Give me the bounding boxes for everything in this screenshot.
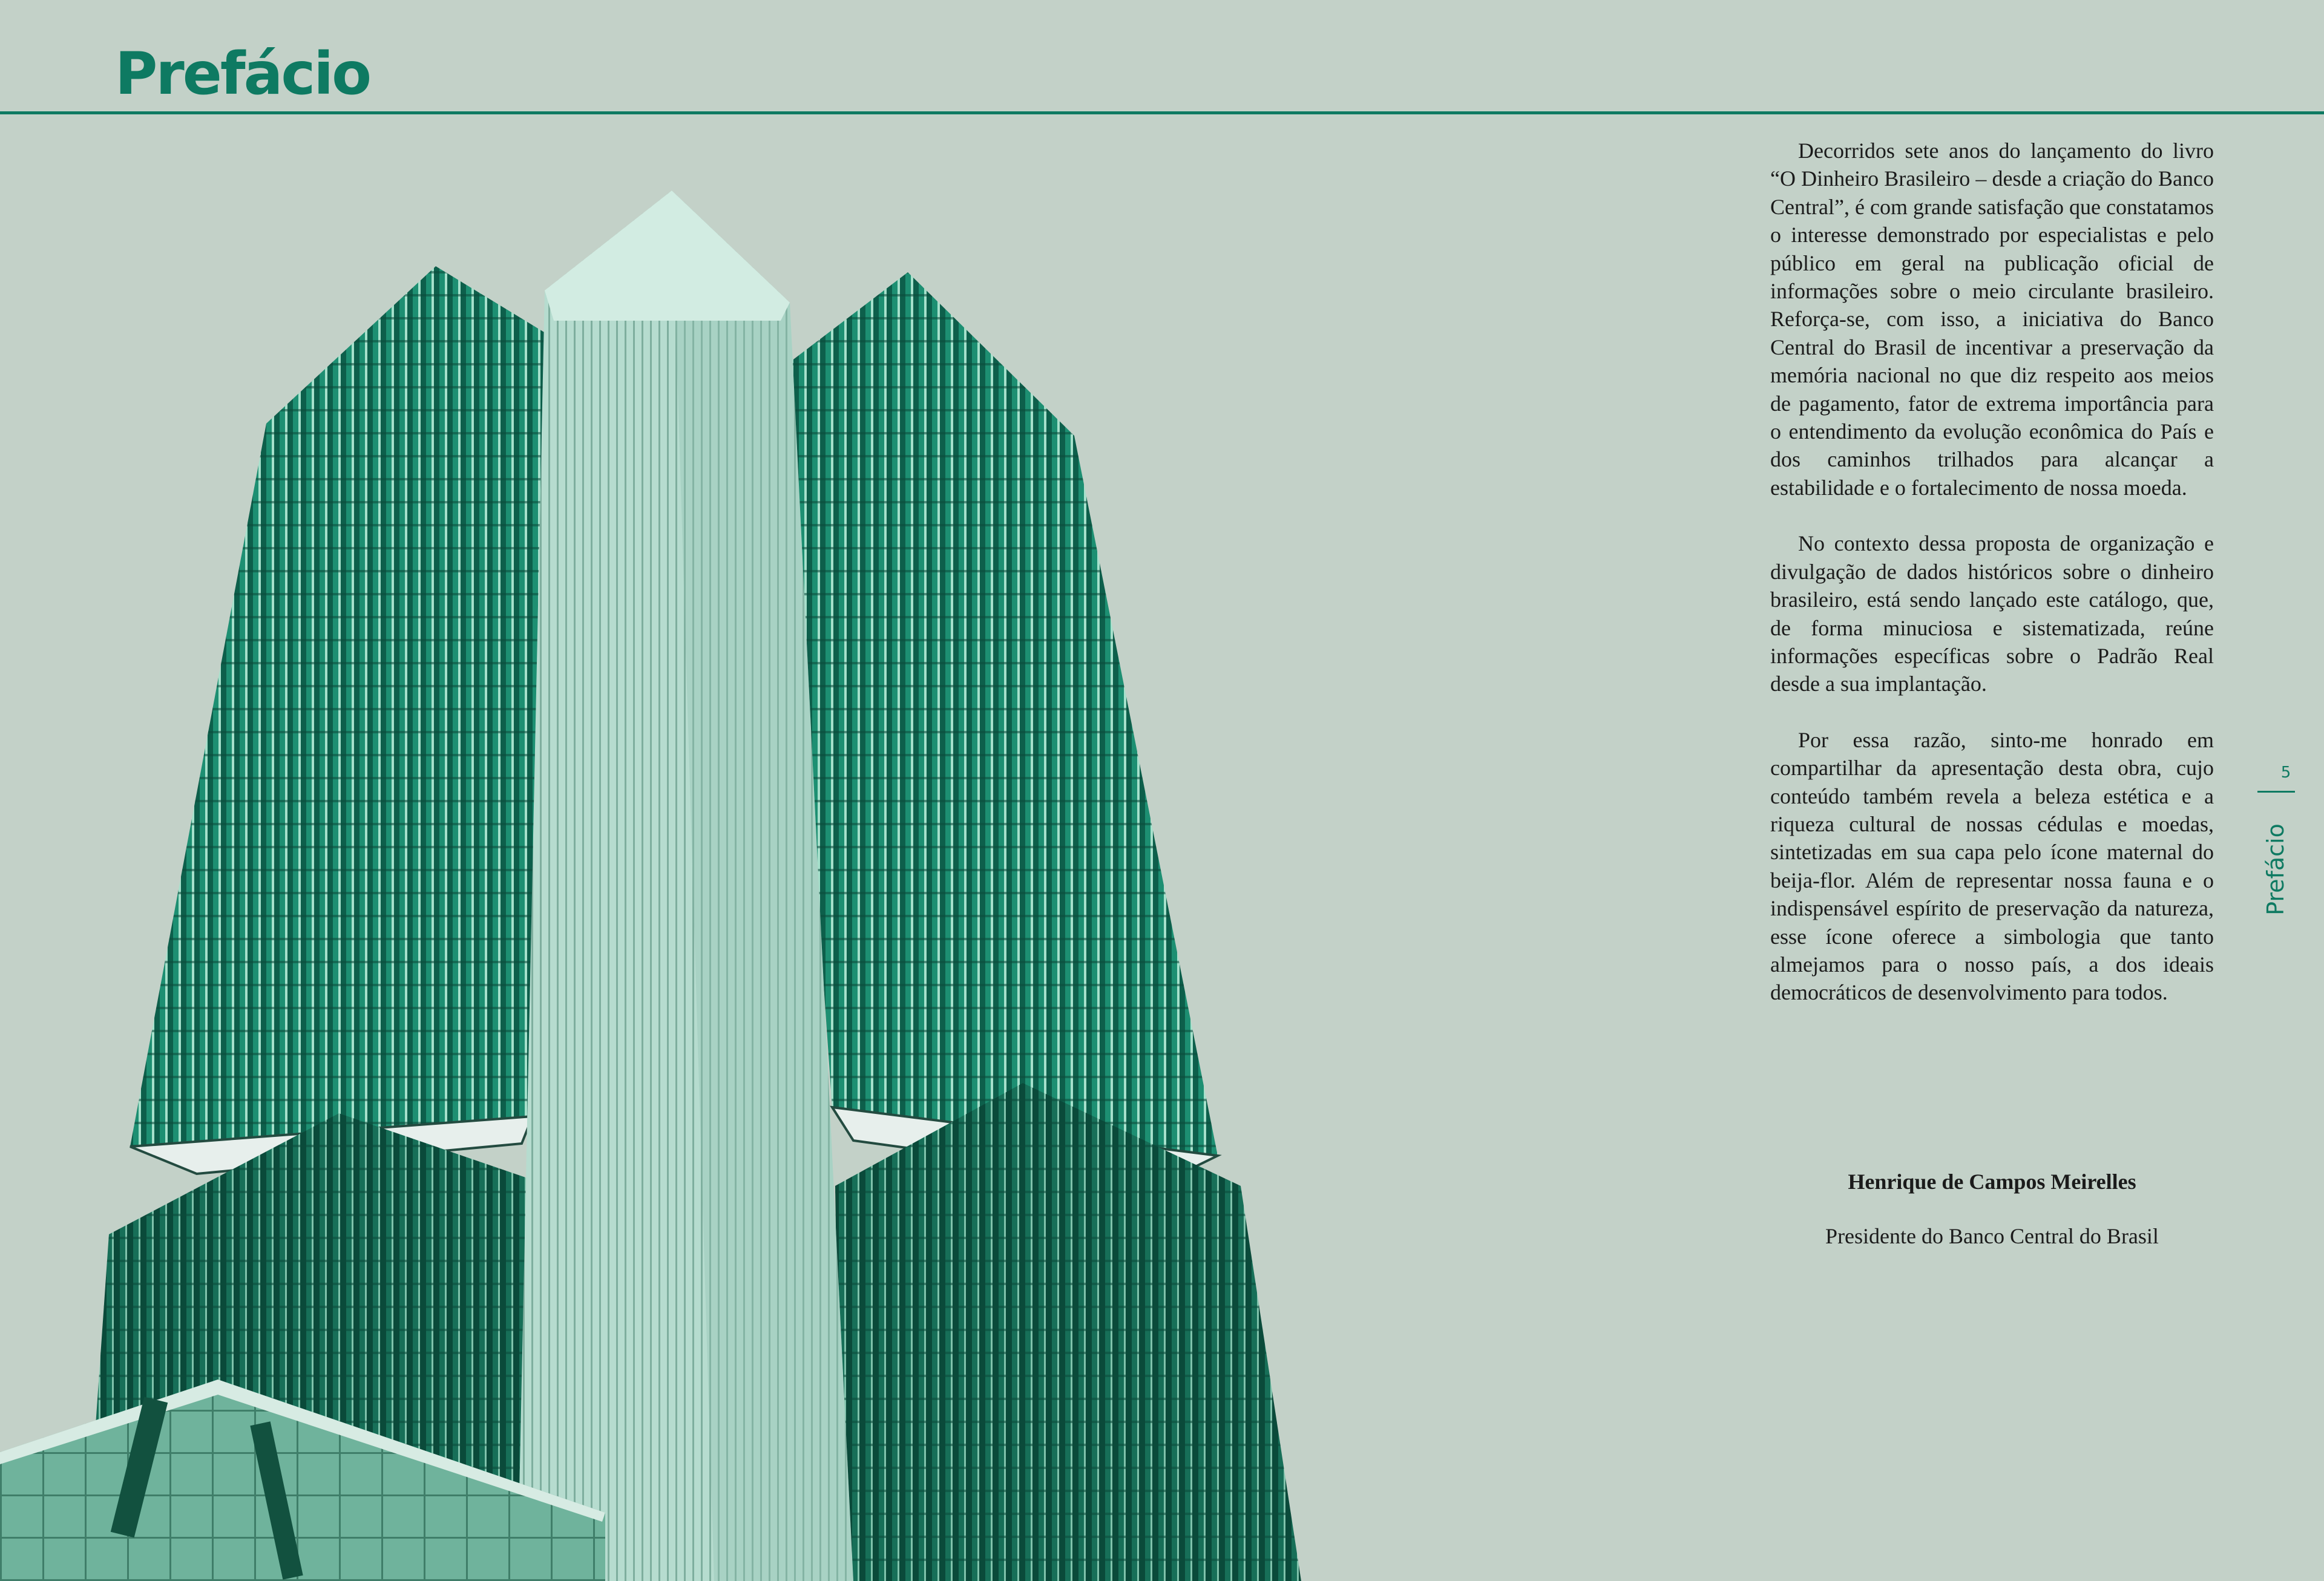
preface-body <box>1770 137 2214 1035</box>
body-paragraph: Por essa razão, sinto-me honrado em compartilhar da apresentação desta obra, cujo conteúdo também revela a beleza estética e a riqueza cultural de nossas cédulas e moedas, sintetizadas em sua capa pelo ícone maternal do beija-flor. Além de representar nossa fauna e o indispensável espírito de preservação da natureza, esse ícone oferece a simbologia que tanto almejamos para o nosso país, a dos ideais democráticos de desenvolvimento para todos. <box>1770 727 2214 1005</box>
signatory-name: Henrique de Campos Meirelles <box>1848 1170 2136 1194</box>
signatory-role: Presidente do Banco Central do Brasil <box>1825 1224 2159 1248</box>
page-title: Prefácio <box>115 40 370 108</box>
building-photo <box>0 182 1331 1581</box>
page-number: 5 <box>2280 764 2291 782</box>
signature-block <box>1770 1168 2214 1250</box>
section-side-label: Prefácio <box>2262 823 2289 915</box>
body-paragraph: No contexto dessa proposta de organização e divulgação de dados históricos sobre o dinheiro brasileiro, está sendo lançado este catálogo, que, de forma minuciosa e sistematizada, reúne informações específicas sobre o Padrão Real desde a sua implantação. <box>1770 531 2214 696</box>
body-paragraph: Decorridos sete anos do lançamento do livro “O Dinheiro Brasileiro – desde a criação do Banco Central”, é com grande satisfação que constatamos o interesse demonstrado por especialistas e pelo público em geral na publicação oficial de informações sobre o meio circulante brasileiro. Reforça-se, com isso, a iniciativa do Banco Central do Brasil de incentivar a preservação da memória nacional no que diz respeito aos meios de pagamento, fator de extrema importância para o entendimento da evolução econômica do País e dos caminhos trilhados para alcançar a estabilidade e o fortalecimento de nossa moeda. <box>1770 139 2214 500</box>
header-rule <box>0 111 2324 114</box>
